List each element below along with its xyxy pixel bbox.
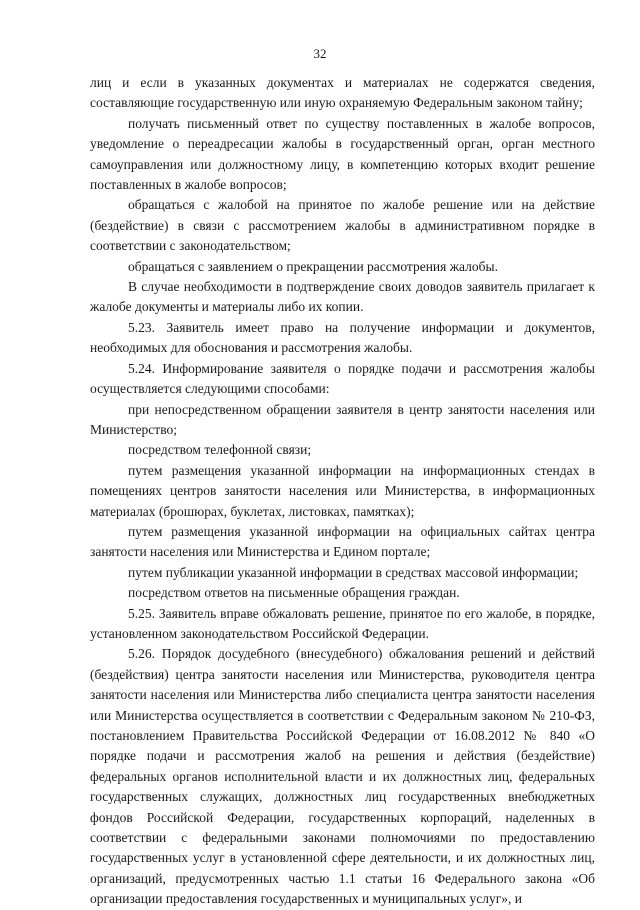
paragraph-2: получать письменный ответ по существу поставленных в жалобе вопросов, уведомление о переадресации жалобы в государственный орган, орган местного самоуправления или должностному лицу, в компетенцию которых входит решение поставленных в жалобе вопросов; bbox=[90, 115, 595, 193]
paragraph-5: В случае необходимости в подтверждение своих доводов заявитель прилагает к жалобе документы и материалы либо их копии. bbox=[90, 279, 595, 315]
page-number: 32 bbox=[313, 46, 327, 61]
paragraph-12: путем публикации указанной информации в средствах массовой информации; bbox=[128, 564, 579, 580]
paragraph-13: посредством ответов на письменные обращения граждан. bbox=[128, 585, 460, 601]
paragraph-4: обращаться с заявлением о прекращении рассмотрения жалобы. bbox=[128, 258, 498, 274]
paragraph-15: 5.26. Порядок досудебного (внесудебного) обжалования решений и действий (бездействия) центра занятости населения или Министерства, руководителя центра занятости населения или Министерства либо специалиста центра занятости населения или Министерства осуществляется в соответствии с Федеральным законом № 210-ФЗ, постановлением Правительства Российской Федерации от 16.08.2012 № 840 «О порядке подачи и рассмотрения жалоб на решения и действия (бездействие) федеральных органов исполнительной власти и их должностных лиц, федеральных государственных служащих, должностных лиц государственных внебюджетных фондов Российской Федерации, государственных корпораций, наделенных в соответствии с федеральными законами полномочиями по предоставлению государственных услуг в установленной сфере деятельности, и их должностных лиц, организаций, предусмотренных частью 1.1 статьи 16 Федерального закона «Об организации предоставления государственных и муниципальных услуг», и bbox=[90, 646, 595, 907]
paragraph-7: 5.24. Информирование заявителя о порядке подачи и рассмотрения жалобы осуществляется следующими способами: bbox=[90, 360, 595, 397]
paragraph-14: 5.25. Заявитель вправе обжаловать решение, принятое по его жалобе, в порядке, установленном законодательством Российской Федерации. bbox=[90, 605, 595, 641]
paragraph-11: путем размещения указанной информации на официальных сайтах центра занятости населения или Министерства и Едином портале; bbox=[90, 523, 595, 560]
paragraph-8: при непосредственном обращении заявителя в центр занятости населения или Министерство; bbox=[90, 401, 595, 437]
paragraph-6: 5.23. Заявитель имеет право на получение информации и документов, необходимых для обоснования и рассмотрения жалобы. bbox=[90, 319, 595, 356]
paragraph-10: путем размещения указанной информации на информационных стендах в помещениях центров занятости населения или Министерства, в информационных материалах (брошюрах, буклетах, листовках, памятках); bbox=[90, 462, 595, 519]
paragraph-3: обращаться с жалобой на принятое по жалобе решение или на действие (бездействие) в связи с рассмотрением жалобы в административном порядке в соответствии с законодательством; bbox=[90, 197, 595, 254]
paragraph-9: посредством телефонной связи; bbox=[128, 442, 312, 458]
document-body bbox=[90, 73, 595, 910]
paragraph-1: лиц и если в указанных документах и материалах не содержатся сведения, составляющие государственную или иную охраняемую Федеральным законом тайну; bbox=[90, 75, 595, 111]
